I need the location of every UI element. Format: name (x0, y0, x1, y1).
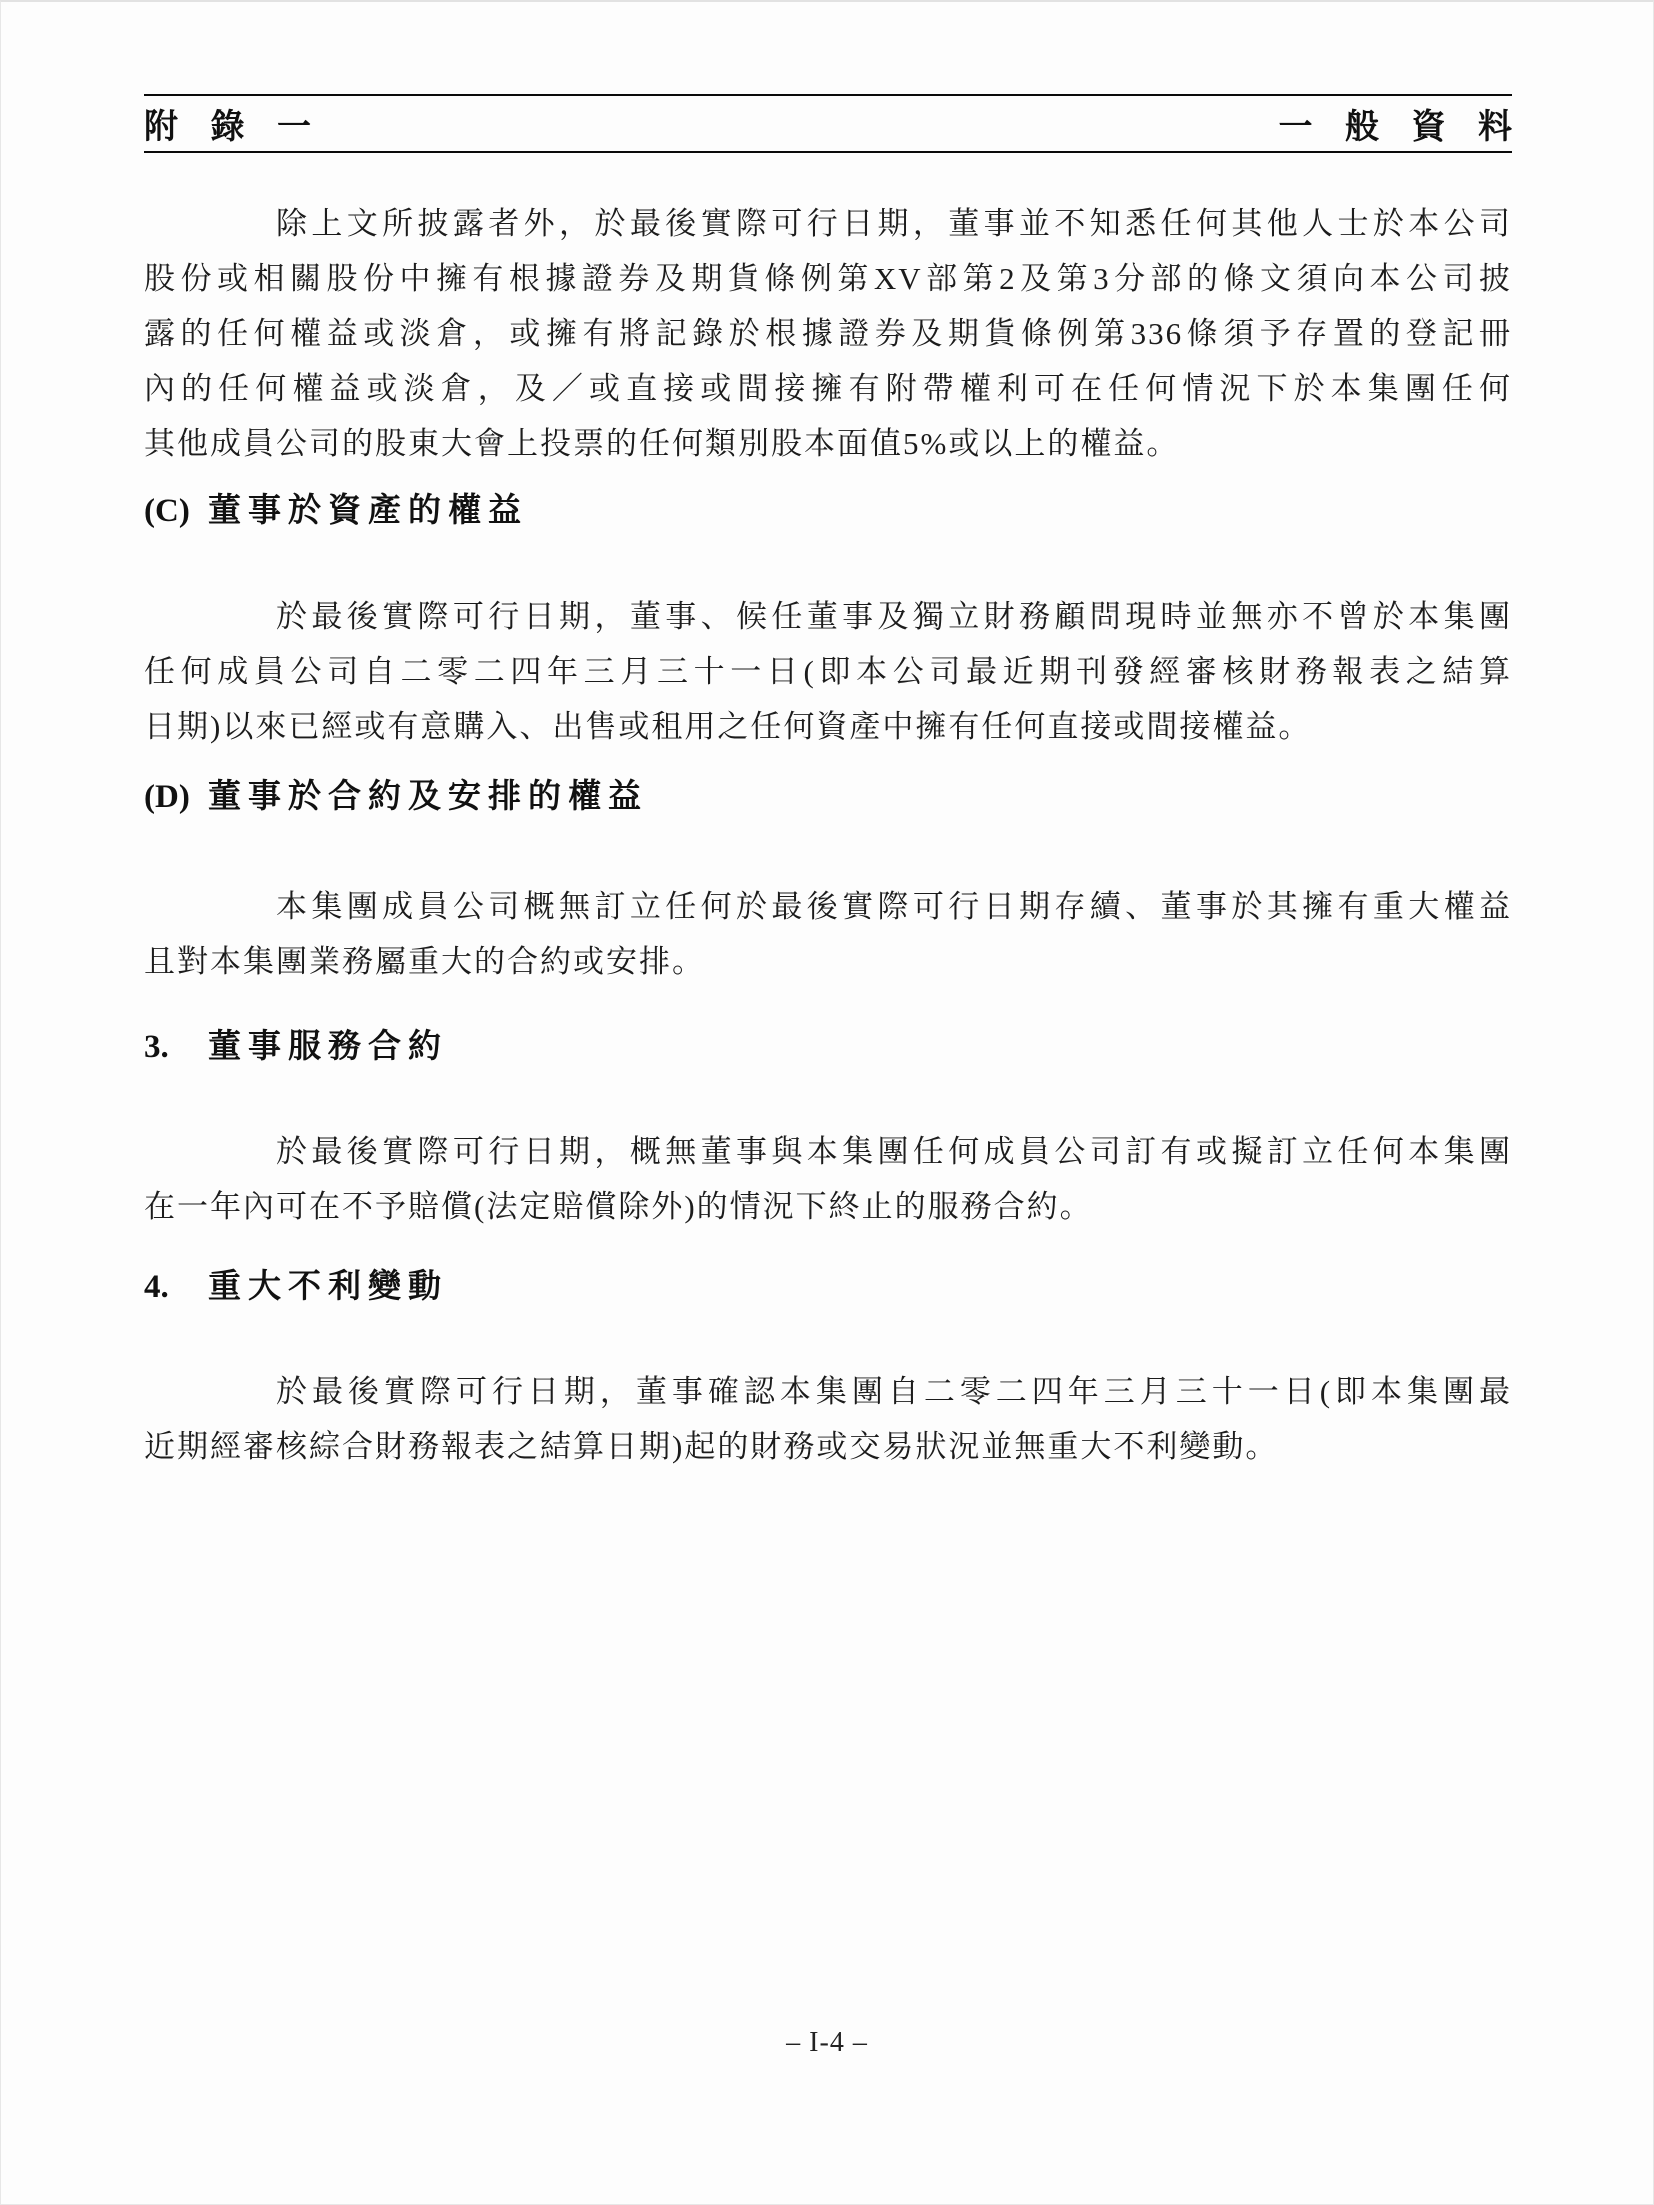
paragraph-line: 近期經審核綜合財務報表之結算日期)起的財務或交易狀況並無重大不利變動。 (144, 1429, 1279, 1464)
page-number: – I-4 – (786, 2027, 868, 2058)
section-d-title: 董事於合約及安排的權益 (208, 779, 648, 815)
paragraph-line: 其他成員公司的股東大會上投票的任何類別股本面值5%或以上的權益。 (144, 426, 1180, 461)
section-c-title: 董事於資產的權益 (208, 493, 528, 529)
paragraph-line: 任何成員公司自二零二四年三月三十一日(即本公司最近期刊發經審核財務報表之結算 (144, 654, 1512, 689)
section-4-paragraph (144, 1364, 1512, 1474)
paragraph-line: 於最後實際可行日期，董事、候任董事及獨立財務顧問現時並無亦不曾於本集團 (276, 599, 1512, 634)
header-rule-bottom (144, 151, 1512, 153)
header-appendix-title: 附 錄 一 (144, 109, 323, 146)
paragraph-line: 於最後實際可行日期，概無董事與本集團任何成員公司訂有或擬訂立任何本集團 (276, 1134, 1512, 1169)
section-c-paragraph (144, 589, 1512, 754)
paragraph-line: 在一年內可在不予賠償(法定賠償除外)的情況下終止的服務合約。 (144, 1189, 1093, 1224)
header-section-title: 一 般 資 料 (1278, 109, 1524, 146)
section-d-paragraph (144, 879, 1512, 989)
section-3-title: 董事服務合約 (208, 1029, 448, 1065)
appendix-header (144, 96, 1524, 151)
section-d-heading (144, 775, 1512, 819)
paragraph-line: 除上文所披露者外，於最後實際可行日期，董事並不知悉任何其他人士於本公司 (276, 206, 1512, 241)
section-4-label: 4. (144, 1269, 169, 1305)
section-3-label: 3. (144, 1029, 169, 1065)
paragraph-line: 日期)以來已經或有意購入、出售或租用之任何資產中擁有任何直接或間接權益。 (144, 709, 1312, 744)
section-4-heading (144, 1265, 1512, 1309)
section-3-heading (144, 1025, 1512, 1069)
content-area (144, 94, 1524, 1474)
paragraph-line: 且對本集團業務屬重大的合約或安排。 (144, 944, 705, 979)
paragraph-line: 露的任何權益或淡倉，或擁有將記錄於根據證券及期貨條例第336條須予存置的登記冊 (144, 316, 1512, 351)
section-4-title: 重大不利變動 (208, 1269, 448, 1305)
paragraph-line: 於最後實際可行日期，董事確認本集團自二零二四年三月三十一日(即本集團最 (276, 1374, 1512, 1409)
paragraph-line: 本集團成員公司概無訂立任何於最後實際可行日期存續、董事於其擁有重大權益 (276, 889, 1512, 924)
section-c-label: (C) (144, 493, 190, 529)
intro-paragraph (144, 196, 1512, 471)
section-c-heading (144, 489, 1512, 533)
section-d-label: (D) (144, 779, 190, 815)
paragraph-line: 內的任何權益或淡倉，及／或直接或間接擁有附帶權利可在任何情況下於本集團任何 (144, 371, 1512, 406)
section-3-paragraph (144, 1124, 1512, 1234)
paragraph-line: 股份或相關股份中擁有根據證券及期貨條例第XV部第2及第3分部的條文須向本公司披 (144, 261, 1512, 296)
